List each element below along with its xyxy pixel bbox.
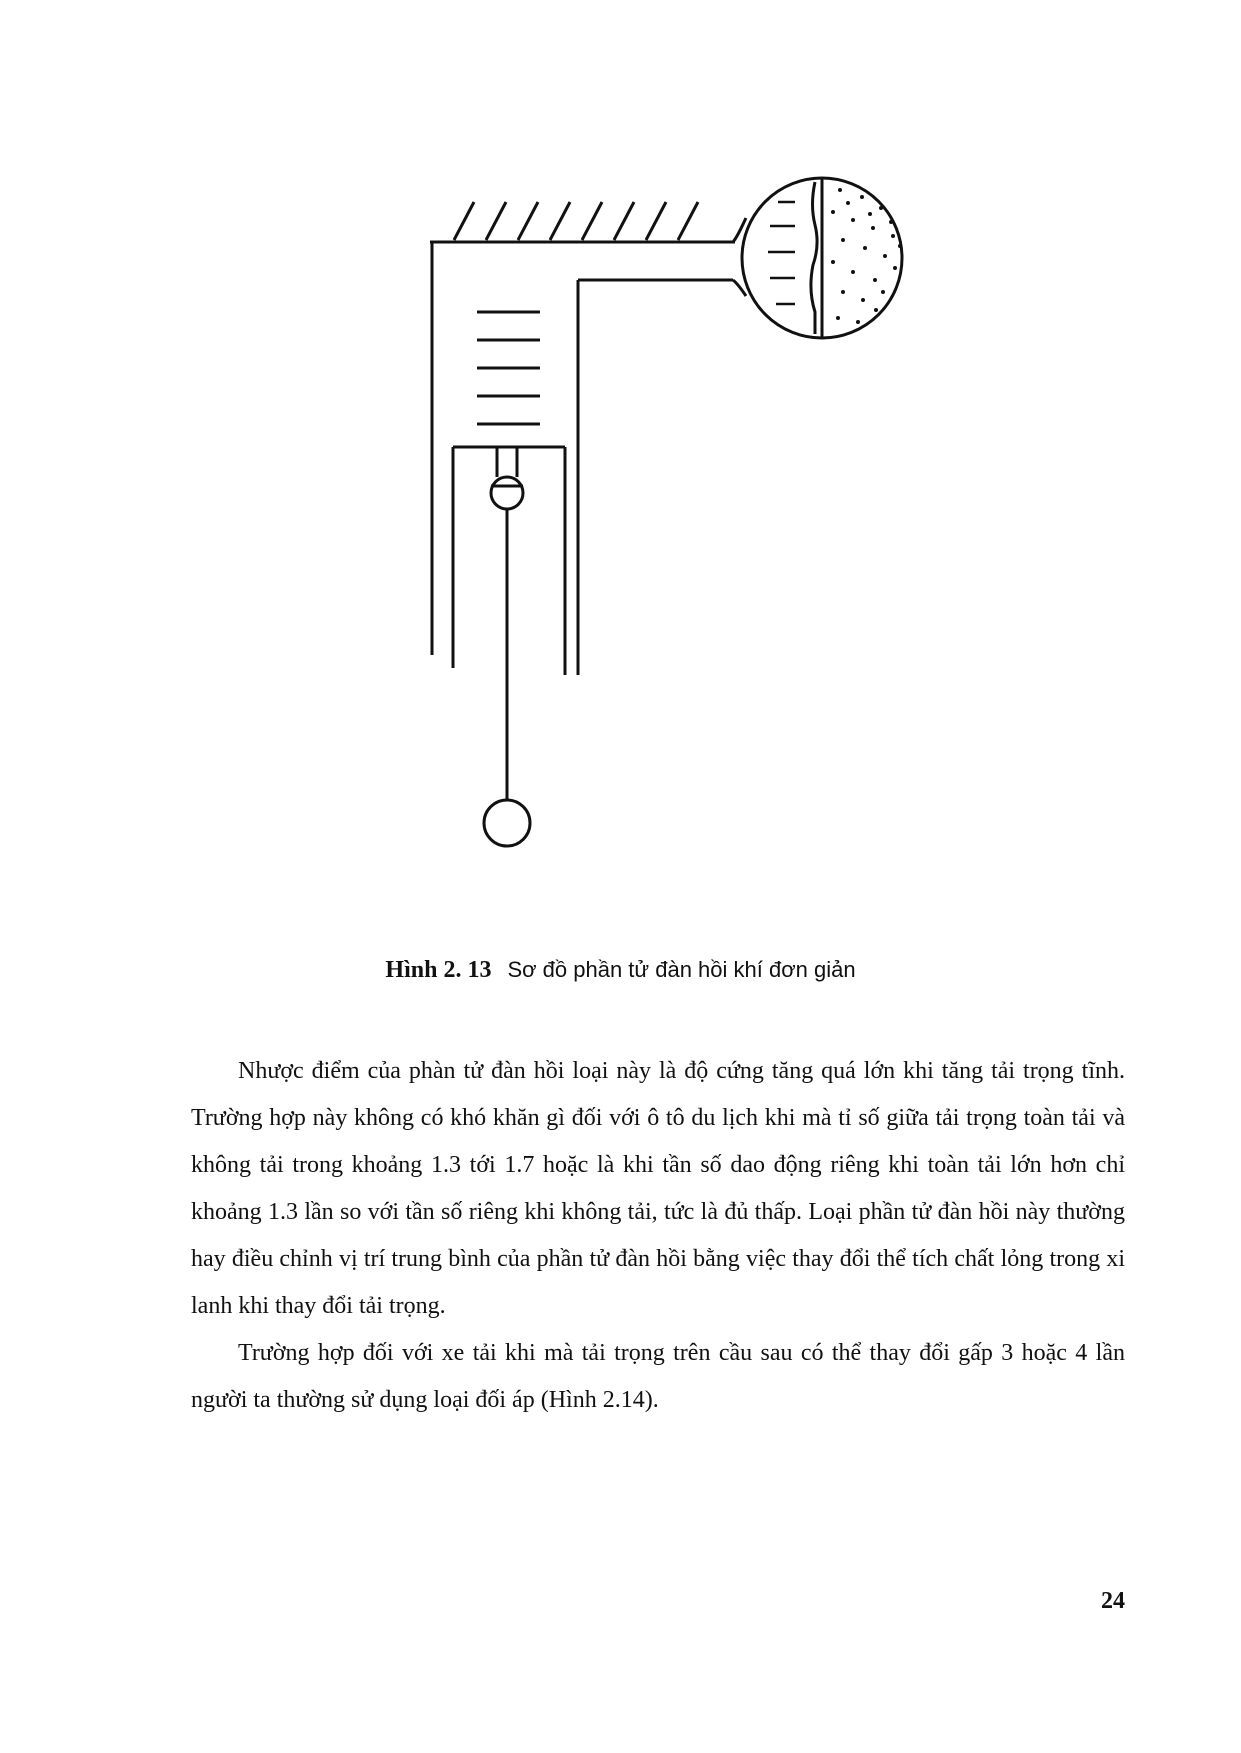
gas-sphere: [742, 178, 902, 338]
cylinder-liquid-marks: [477, 312, 540, 424]
paragraph: Trường hợp đối với xe tải khi mà tải trọng trên cầu sau có thể thay đổi gấp 3 hoặc 4 lần người ta thường sử dụng loại đối áp (Hình 2.14).: [191, 1340, 1125, 1413]
rod-and-mass: [484, 509, 530, 846]
piston: [453, 447, 565, 675]
page-number: 24: [1101, 1588, 1125, 1614]
figure-caption: [0, 953, 1241, 987]
caption-text: Sơ đồ phần tử đàn hồi khí đơn giản: [507, 957, 856, 982]
sphere-gas-dots: [831, 188, 902, 324]
caption-label: Hình 2. 13: [385, 957, 492, 983]
sphere-liquid-marks: [768, 202, 795, 304]
paragraph: Nhược điểm của phàn tử đàn hồi loại này là độ cứng tăng quá lớn khi tăng tải trọng tĩnh. Trường hợp này không có khó khăn gì đối với ô tô du lịch khi mà tỉ số giữa tải trọng toàn tải và không tải trong khoảng 1.3 tới 1.7 hoặc là khi tần số dao động riêng khi toàn tải lớn hơn chỉ khoảng 1.3 lần so với tần số riêng khi không tải, tức là đủ thấp. Loại phần tử đàn hồi này thường hay điều chỉnh vị trí trung bình của phần tử đàn hồi bằng việc thay đổi thể tích chất lỏng trong xi lanh khi thay đổi tải trọng.: [191, 1058, 1125, 1319]
body-text: [191, 1048, 1125, 1424]
fixed-support: [430, 202, 735, 242]
